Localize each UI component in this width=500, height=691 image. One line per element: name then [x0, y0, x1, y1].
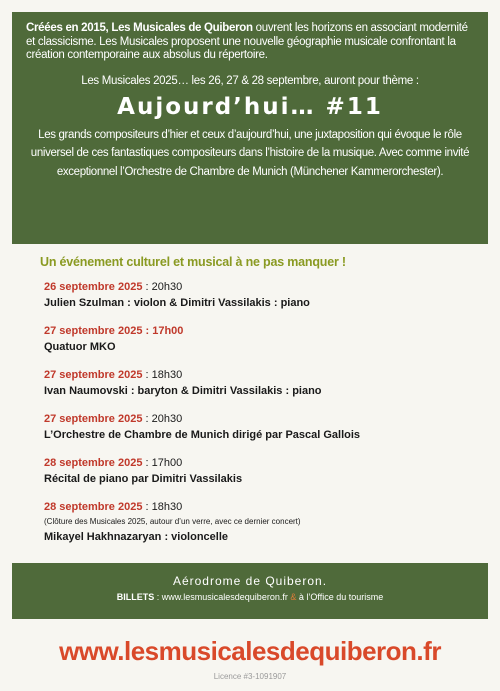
intro-rest: ouvrent les horizons en associant modernité et classicisme. Les Musicales proposent une nouvelle géographie musicale confrontant la création contemporaine aux absolus du répertoire. — [26, 22, 468, 61]
event-performers: Quatuor MKO — [44, 341, 116, 353]
tickets-suffix: à l’Office du tourisme — [296, 592, 384, 602]
event-date: 28 septembre 2025 — [44, 457, 143, 469]
venue-panel — [12, 563, 488, 619]
tickets-label: BILLETS — [116, 592, 155, 602]
event-datetime — [44, 456, 484, 470]
intro-bold: Créées en 2015, Les Musicales de Quiberon — [26, 22, 253, 34]
event-performers: L’Orchestre de Chambre de Munich dirigé par Pascal Gallois — [44, 429, 361, 441]
website-link[interactable]: www.lesmusicalesdequiberon.fr — [59, 636, 441, 666]
edition-title: Aujourd’hui… #11 — [117, 93, 383, 120]
event-date: 28 septembre 2025 — [44, 501, 143, 513]
tickets-ampersand: & — [290, 592, 297, 602]
event-time: : 18h30 — [142, 501, 183, 513]
event-time: : 17h00 — [142, 457, 183, 469]
event-datetime — [44, 412, 484, 426]
event-list — [44, 280, 484, 558]
event-item — [44, 412, 484, 442]
event-item — [44, 456, 484, 486]
event-time: : 20h30 — [142, 413, 183, 425]
event-date: 26 septembre 2025 — [44, 281, 143, 293]
event-performers: Ivan Naumovski : baryton & Dimitri Vassilakis : piano — [44, 385, 322, 397]
event-time: : 17h00 — [142, 325, 184, 337]
intro-text — [26, 22, 474, 63]
event-datetime — [44, 368, 484, 382]
theme-description: Les grands compositeurs d’hier et ceux d’aujourd’hui, une juxtaposition qui évoque le rôle universel de ces fantastiques compositeurs dans l’histoire de la musique. Avec comme invité exceptionnel l’Orchestre de Chambre de Munich (Münchener Kammerorchester). — [30, 128, 470, 178]
event-datetime — [44, 280, 484, 294]
licence-number: Licence #3-1091907 — [213, 672, 287, 681]
event-time: : 18h30 — [142, 369, 183, 381]
tagline: Un événement culturel et musical à ne pas manquer ! — [40, 255, 346, 269]
event-performers: Mikayel Hakhnazaryan : violoncelle — [44, 531, 229, 543]
event-performers: Récital de piano par Dimitri Vassilakis — [44, 473, 243, 485]
tickets-line — [12, 592, 488, 602]
tickets-url: : www.lesmusicalesdequiberon.fr — [154, 592, 291, 602]
event-time: : 20h30 — [142, 281, 183, 293]
event-performers: Julien Szulman : violon & Dimitri Vassilakis : piano — [44, 297, 310, 309]
event-date: 27 septembre 2025 — [44, 369, 143, 381]
event-item — [44, 500, 484, 544]
theme-line: Les Musicales 2025… les 26, 27 & 28 septembre, auront pour thème : — [81, 74, 419, 87]
event-datetime — [44, 500, 484, 514]
intro-panel — [12, 12, 488, 244]
event-item — [44, 280, 484, 310]
event-item — [44, 324, 484, 354]
event-date: 27 septembre 2025 — [44, 413, 143, 425]
event-note: (Clôture des Musicales 2025, autour d’un verre, avec ce dernier concert) — [44, 517, 301, 526]
venue-name: Aérodrome de Quiberon. — [172, 574, 328, 588]
event-item — [44, 368, 484, 398]
event-datetime — [44, 324, 484, 338]
event-date: 27 septembre 2025 — [44, 325, 143, 337]
